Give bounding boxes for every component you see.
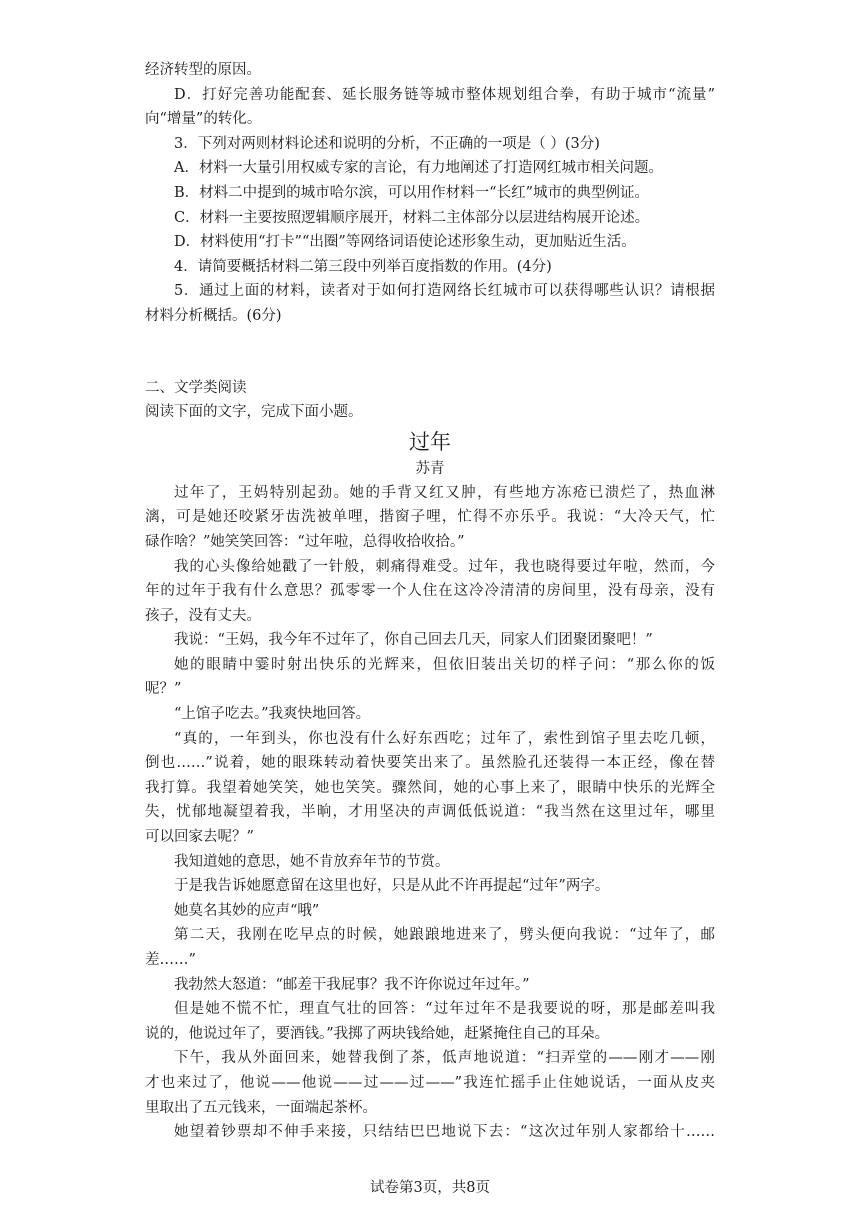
text-line: 碌作啥？”她笑笑回答：“过年啦，总得收拾收拾。” bbox=[145, 533, 465, 550]
text-line: 失，忧郁地凝望着我，半晌，才用坚决的声调低低说道：“我当然在这里过年，哪里 bbox=[145, 804, 715, 821]
text-line: D．打好完善功能配套、延长服务链等城市整体规划组合拳，有助于城市“流量” bbox=[174, 86, 715, 103]
text-line: 我知道她的意思，她不肯放弃年节的节赏。 bbox=[174, 853, 450, 870]
text-line: 呢？” bbox=[145, 681, 182, 698]
text-line: 过年了，王妈特别起劲。她的手背又红又肿，有些地方冻疮已溃烂了，热血淋 bbox=[174, 484, 715, 501]
text-line: 下午，我从外面回来，她替我倒了茶，低声地说道：“扫弄堂的——刚才——刚 bbox=[174, 1050, 715, 1067]
text-line: 孩子，没有丈夫。 bbox=[145, 607, 261, 624]
text-line: 3．下列对两则材料论述和说明的分析，不正确的一项是（ ）(3分) bbox=[174, 135, 600, 152]
text-line: “上馆子吃去。”我爽快地回答。 bbox=[174, 706, 371, 723]
text-line: B．材料二中提到的城市哈尔滨，可以用作材料一“长红”城市的典型例证。 bbox=[174, 184, 649, 201]
text-line: 她莫名其妙的应声“哦” bbox=[174, 902, 320, 919]
text-line: 才也来过了，他说——他说——过——过——”我连忙摇手止住她说话，一面从皮夹 bbox=[145, 1074, 715, 1091]
document-page bbox=[145, 58, 715, 1145]
text-line: C．材料一主要按照逻辑顺序展开，材料二主体部分以层进结构展开论述。 bbox=[174, 209, 650, 226]
text-line: 我勃然大怒道：“邮差干我屁事？我不许你说过年过年。” bbox=[174, 976, 530, 993]
text-line: 她望着钞票却不伸手来接，只结结巴巴地说下去：“这次过年别人家都给十…… bbox=[174, 1124, 715, 1141]
text-line: 她的眼睛中霎时射出快乐的光辉来，但依旧装出关切的样子问：“那么你的饭 bbox=[174, 656, 715, 673]
question-block bbox=[145, 58, 715, 329]
text-line: 可以回家去呢？” bbox=[145, 829, 254, 846]
spacer bbox=[145, 329, 715, 376]
text-line: 说的，他说过年了，要酒钱。”我掷了两块钱给她，赶紧掩住自己的耳朵。 bbox=[145, 1025, 610, 1042]
text-line: 我说：“王妈，我今年不过年了，你自己回去几天，同家人们团聚团聚吧！” bbox=[174, 632, 653, 649]
text-line: 材料分析概括。(6分) bbox=[145, 307, 282, 324]
text-line: 但是她不慌不忙，理直气壮的回答：“过年过年不是我要说的呀，那是邮差叫我 bbox=[174, 1001, 715, 1018]
section-heading: 二、文学类阅读 bbox=[145, 379, 247, 396]
text-line: 向“增量”的转化。 bbox=[145, 111, 262, 128]
text-line: 第二天，我刚在吃早点的时候，她踉踉地进来了，劈头便向我说：“过年了，邮 bbox=[174, 927, 715, 944]
page-footer: 试卷第3页，共8页 bbox=[370, 1180, 490, 1196]
text-line: 于是我告诉她愿意留在这里也好，只是从此不许再提起“过年”两字。 bbox=[174, 878, 610, 895]
text-line: A．材料一大量引用权威专家的言论，有力地阐述了打造网红城市相关问题。 bbox=[174, 160, 663, 177]
story-body bbox=[145, 481, 715, 1145]
text-line: “真的，一年到头，你也没有什么好东西吃；过年了，索性到馆子里去吃几顿， bbox=[174, 730, 715, 747]
text-line: 里取出了五元钱来，一面端起茶杯。 bbox=[145, 1099, 377, 1116]
reading-instruction: 阅读下面的文字，完成下面小题。 bbox=[145, 404, 363, 421]
story-title: 过年 bbox=[409, 429, 451, 454]
text-line: 5．通过上面的材料，读者对于如何打造网络长红城市可以获得哪些认识？请根据 bbox=[174, 283, 715, 300]
text-line: D．材料使用“打卡”“出圈”等网络词语使论述形象生动，更加贴近生活。 bbox=[174, 234, 636, 251]
text-line: 我打算。我望着她笑笑，她也笑笑。骤然间，她的心事上来了，眼睛中快乐的光辉全 bbox=[145, 779, 715, 796]
text-line: 4．请简要概括材料二第三段中列举百度指数的作用。(4分) bbox=[174, 258, 552, 275]
story-author: 苏青 bbox=[415, 460, 445, 477]
text-line: 漓，可是她还咬紧牙齿洗被单哩，揩窗子哩，忙得不亦乐乎。我说：“大冷天气，忙 bbox=[145, 509, 715, 526]
text-line: 年的过年于我有什么意思？孤零零一个人住在这冷冷清清的房间里，没有母亲，没有 bbox=[145, 583, 715, 600]
text-line: 差……” bbox=[145, 952, 196, 968]
text-line: 经济转型的原因。 bbox=[145, 62, 261, 78]
text-line: 我的心头像给她戳了一针般，刺痛得难受。过年，我也晓得要过年啦，然而，今 bbox=[174, 558, 715, 575]
text-line: 倒也……”说着，她的眼珠转动着快要笑出来了。虽然脸孔还装得一本正经，像在替 bbox=[145, 755, 715, 772]
